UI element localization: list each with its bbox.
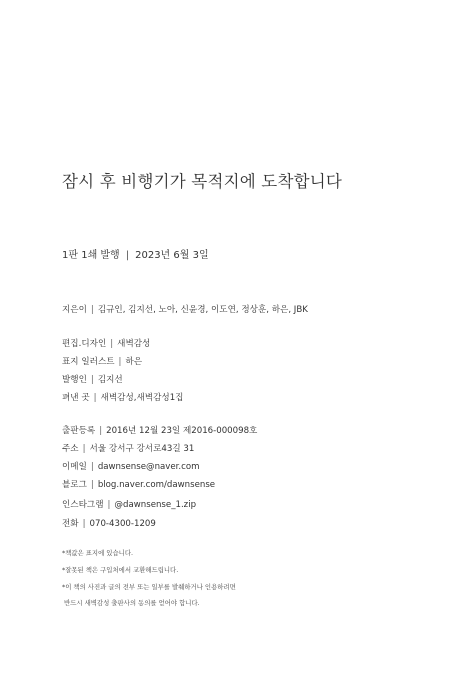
info-value: 서울 강서구 강서로43길 31: [89, 444, 195, 454]
book-title: 잠시 후 비행기가 목적지에 도착합니다: [62, 172, 343, 191]
credit-value: 김지선: [97, 375, 123, 385]
note-price: *책값은 표지에 있습니다.: [62, 549, 134, 557]
info-value: @dawnsense_1.zip: [114, 500, 197, 510]
credit-separator: |: [93, 393, 97, 403]
info-separator: |: [99, 426, 103, 436]
credit-separator: |: [110, 339, 114, 349]
info-line-registration: [62, 424, 257, 436]
edition-separator: |: [125, 250, 130, 261]
credit-line-publisher: [62, 373, 123, 385]
info-value: dawnsense@naver.com: [97, 462, 200, 472]
info-line-instagram: [62, 498, 196, 510]
info-line-address: [62, 442, 194, 454]
info-value: 070-4300-1209: [89, 519, 156, 529]
printing-label: 1판 1쇄 발행: [62, 250, 120, 261]
credit-label: 편집.디자인: [62, 339, 107, 349]
authors-label: 지은이: [62, 305, 87, 315]
authors-separator: |: [90, 305, 94, 315]
info-label: 주소: [62, 444, 79, 454]
info-separator: |: [90, 480, 94, 490]
note-permission-continued: 반드시 새벽감성 출판사의 동의를 얻어야 합니다.: [62, 599, 200, 607]
credit-separator: |: [118, 357, 122, 367]
note-permission: *이 책의 사진과 글의 전부 또는 일부를 발췌하거나 인용하려면: [62, 583, 236, 591]
info-label: 블로그: [62, 480, 87, 490]
credit-line-editing: [62, 337, 150, 349]
info-value: blog.naver.com/dawnsense: [97, 480, 216, 490]
info-separator: |: [107, 500, 111, 510]
info-value: 2016년 12월 23일 제2016-000098호: [106, 426, 258, 436]
info-separator: |: [82, 519, 86, 529]
info-label: 전화: [62, 519, 79, 529]
credit-line-illustration: [62, 355, 142, 367]
info-label: 출판등록: [62, 426, 96, 436]
info-label: 인스타그램: [62, 500, 104, 510]
credit-label: 펴낸 곳: [62, 393, 90, 403]
credit-value: 새벽감성: [117, 339, 151, 349]
credit-separator: |: [90, 375, 94, 385]
info-label: 이메일: [62, 462, 87, 472]
credit-value: 하은: [125, 357, 143, 367]
edition-line: [62, 246, 209, 261]
credit-label: 표지 일러스트: [62, 357, 115, 367]
info-line-phone: [62, 517, 156, 529]
note-exchange: *잘못된 책은 구입처에서 교환해드립니다.: [62, 566, 179, 574]
authors-value: 김규인, 김지선, 노아, 신윤경, 이도연, 정상훈, 하은, JBK: [97, 305, 308, 315]
credit-line-imprint: [62, 391, 183, 403]
credit-value: 새벽감성,새벽감성1집: [100, 393, 184, 403]
info-line-email: [62, 460, 200, 472]
publication-date: 2023년 6월 3일: [135, 250, 209, 261]
info-separator: |: [90, 462, 94, 472]
credit-label: 발행인: [62, 375, 87, 385]
info-line-blog: [62, 478, 215, 490]
authors-line: [62, 303, 308, 315]
info-separator: |: [82, 444, 86, 454]
